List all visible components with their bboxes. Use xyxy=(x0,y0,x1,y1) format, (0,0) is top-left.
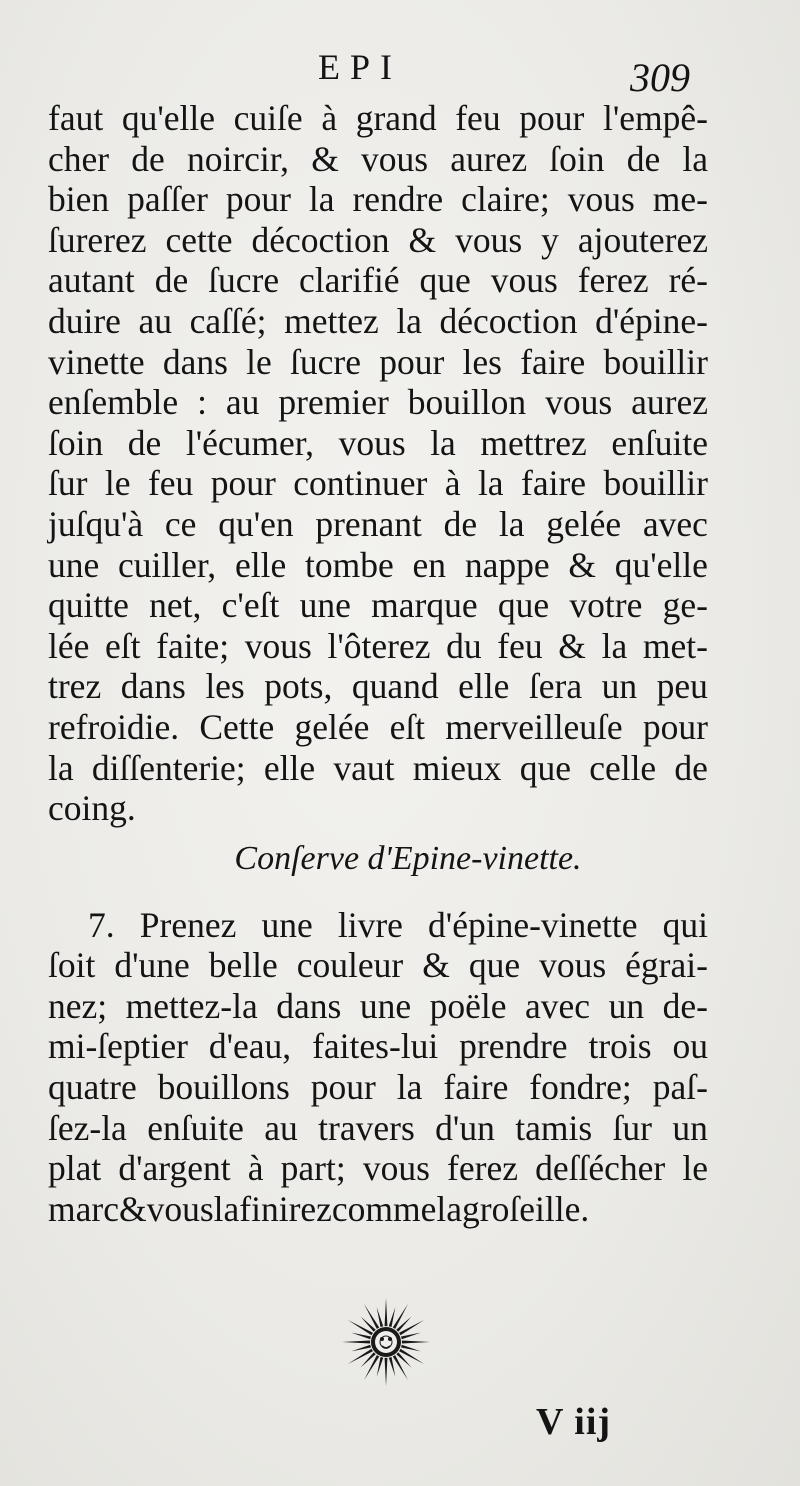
signature-mark: V iij xyxy=(536,1401,612,1443)
text-line: 7. Prenez une livre d'épine-vinette qui xyxy=(88,904,708,945)
text-line: faut qu'elle cuiſe à grand feu pour l'empê- xyxy=(48,98,708,138)
text-line: nez; mettez-la dans une poële avec un de- xyxy=(48,985,708,1026)
text-line: bien paſſer pour la rendre claire; vous me- xyxy=(48,179,708,220)
text-line: lée eſt faite; vous l'ôterez du feu & la met- xyxy=(48,625,708,666)
page-number: 309 xyxy=(630,55,690,100)
text-line: coing. xyxy=(48,788,136,829)
text-line: la diſſenterie; elle vaut mieux que celle de xyxy=(48,747,708,788)
text-line: ſurerez cette décoction & vous y ajouterez xyxy=(48,219,708,260)
text-line: cher de noircir, & vous aurez ſoin de la xyxy=(48,138,708,179)
text-line: une cuiller, elle tombe en nappe & qu'elle xyxy=(48,544,708,585)
text-line: ſur le feu pour continuer à la faire bouillir xyxy=(48,463,708,504)
running-head: EPI xyxy=(318,47,402,87)
body-text xyxy=(48,98,708,1229)
text-line: ſez-la enſuite au travers d'un tamis ſur un xyxy=(48,1107,708,1148)
section-heading: Conſerve d'Epine-vinette. xyxy=(234,839,582,877)
paragraph-2 xyxy=(48,905,708,1230)
text-line: vinette dans le ſucre pour les faire bouillir xyxy=(48,341,708,382)
page-header xyxy=(0,44,800,100)
text-line: ſoin de l'écumer, vous la mettrez enſuite xyxy=(48,422,708,463)
text-line: quatre bouillons pour la faire fondre; paſ- xyxy=(48,1067,708,1108)
text-line: duire au caſſé; mettez la décoction d'épine- xyxy=(48,300,708,341)
text-line: enſemble : au premier bouillon vous aurez xyxy=(48,382,708,423)
text-line: marc & vous la finirez comme la groſeille. xyxy=(48,1188,590,1229)
sun-face-ornament-icon xyxy=(340,1296,432,1388)
text-line: plat d'argent à part; vous ferez deſſécher le xyxy=(48,1148,708,1189)
text-line: autant de ſucre clarifié que vous ferez ré- xyxy=(48,260,708,301)
paragraph-1 xyxy=(48,98,708,829)
text-line: juſqu'à ce qu'en prenant de la gelée avec xyxy=(48,503,708,544)
text-line: ſoit d'une belle couleur & que vous égrai- xyxy=(48,945,708,986)
text-line: refroidie. Cette gelée eſt merveilleuſe pour xyxy=(48,706,708,747)
text-line: mi-ſeptier d'eau, faites-lui prendre trois ou xyxy=(48,1026,708,1067)
text-line: quitte net, c'eſt une marque que votre ge- xyxy=(48,585,708,626)
text-line: trez dans les pots, quand elle ſera un peu xyxy=(48,666,708,707)
